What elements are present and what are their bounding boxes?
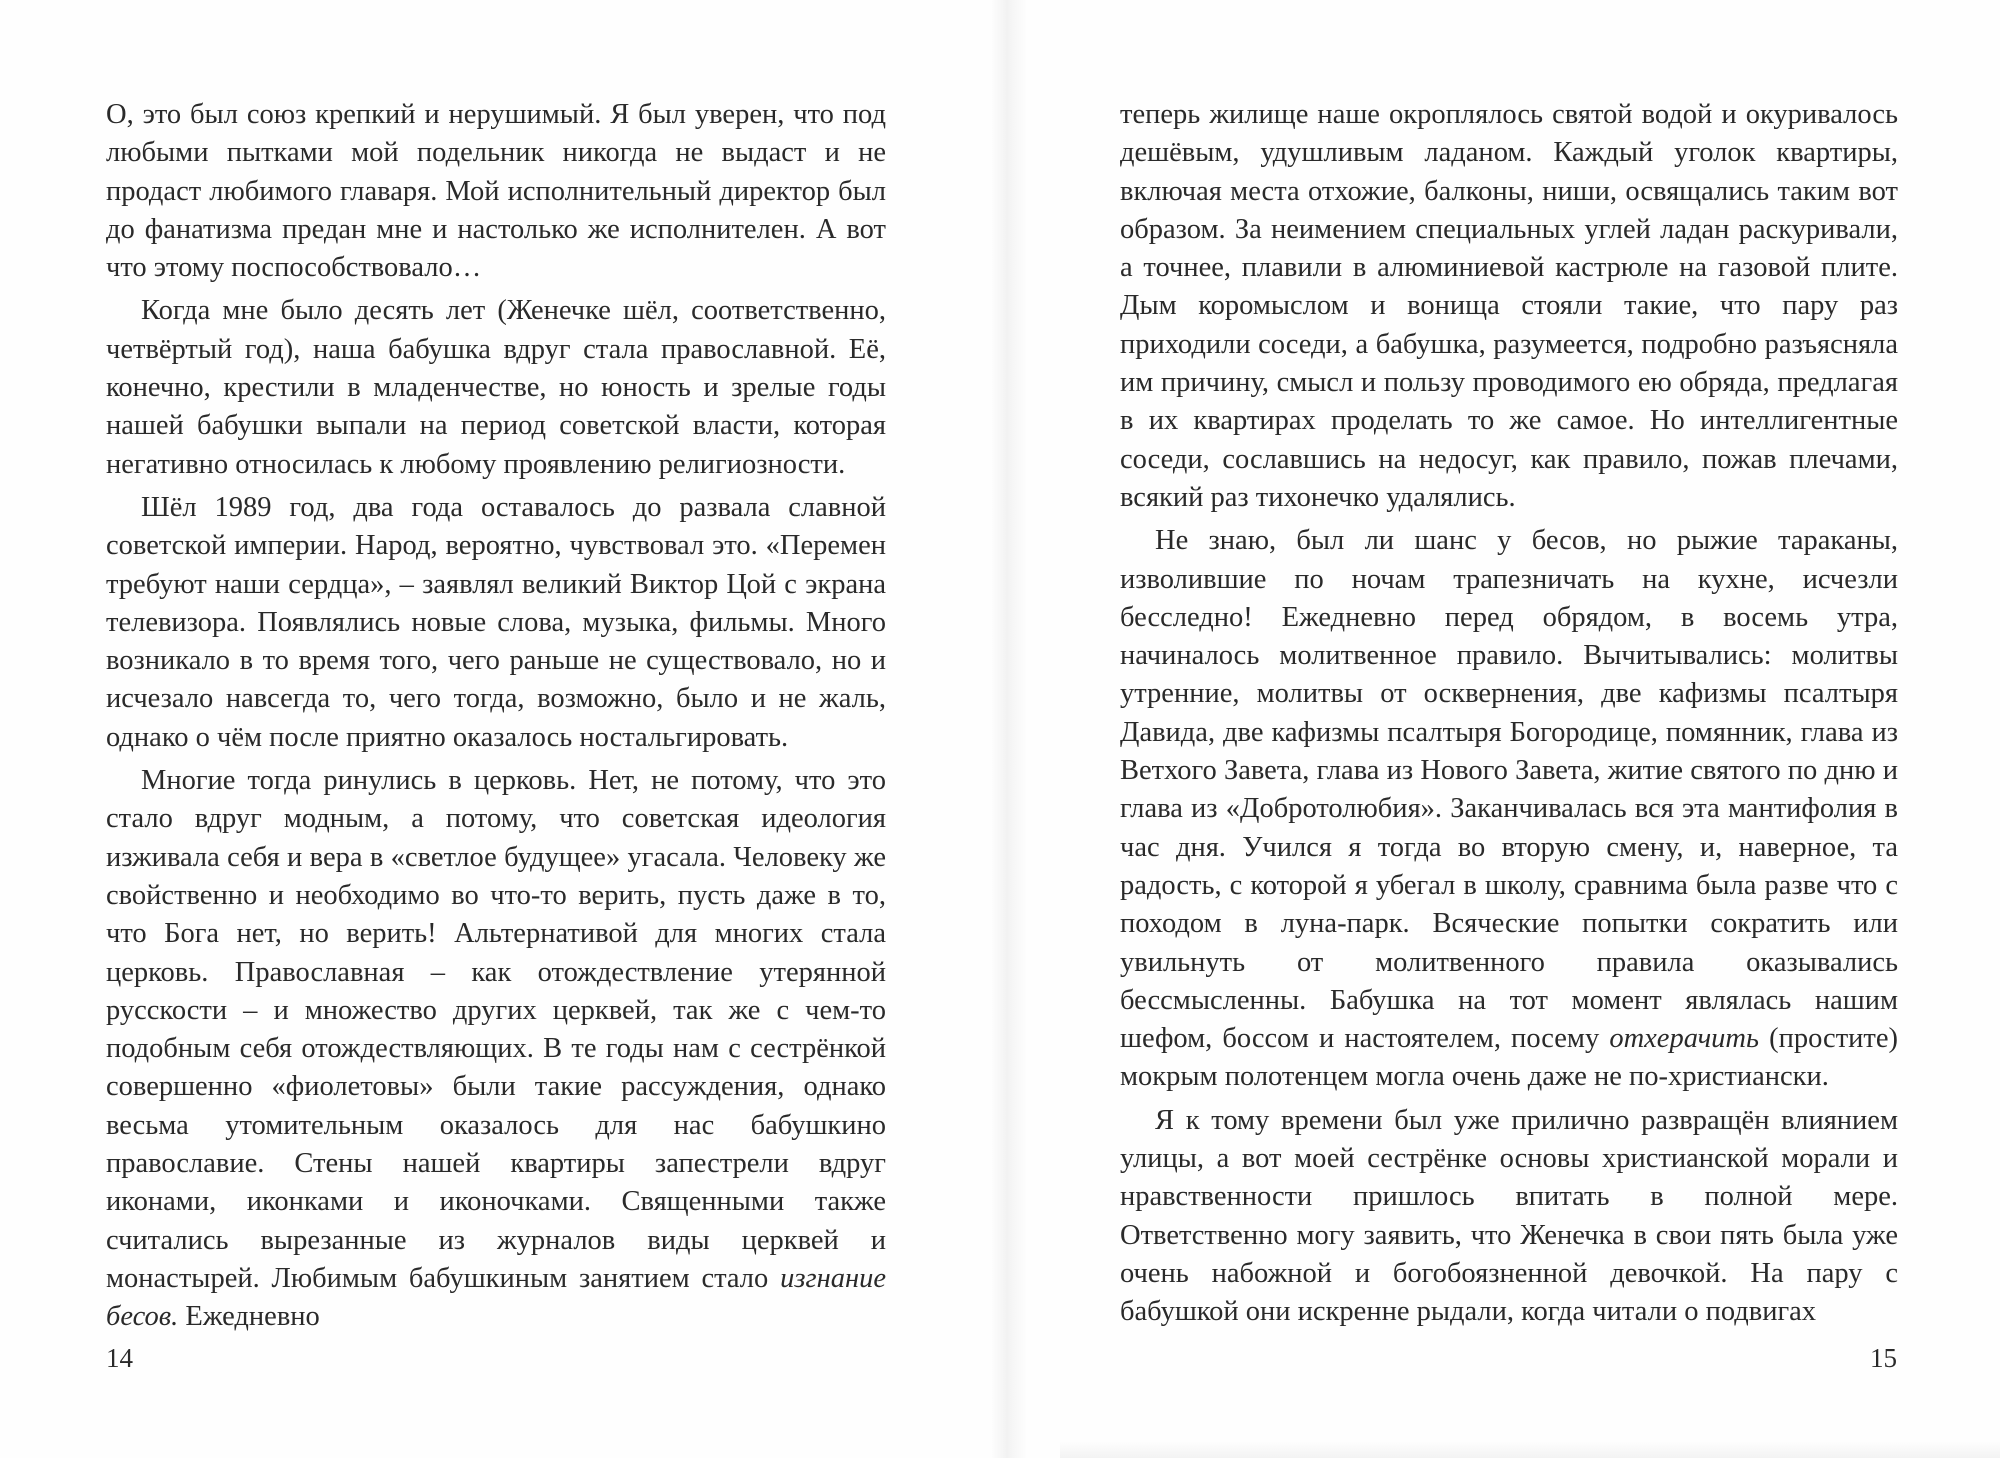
book-gutter bbox=[992, 0, 1026, 1458]
right-italic-word: отхерачить bbox=[1609, 1023, 1759, 1055]
left-paragraph-1: О, это был союз крепкий и нерушимый. Я был уверен, что под любыми пытками мой подельник никогда не выдаст и не продаст любимого главаря. Мой исполнительный директор был до фанатизма предан мне и настолько же исполнителен. А вот что этому поспособствовало… bbox=[106, 99, 886, 284]
left-page bbox=[106, 96, 886, 1337]
left-paragraph-4-tail: Ежедневно bbox=[178, 1301, 320, 1333]
right-paragraph-2 bbox=[1120, 522, 1898, 1096]
right-page-number: 15 bbox=[1870, 1343, 1897, 1373]
left-page-number: 14 bbox=[106, 1343, 133, 1373]
right-paragraph-3: Я к тому времени был уже прилично развращён влиянием улицы, а вот моей сестрёнке основы христианской морали и нравственности пришлось впитать в полной мере. Ответственно могу заявить, что Женечка в свои пять была уже очень набожной и богобоязненной девочкой. На пару с бабушкой они искренне рыдали, когда читали о подвигах bbox=[1120, 1104, 1898, 1328]
left-paragraph-4-text: Многие тогда ринулись в церковь. Нет, не потому, что это стало вдруг модным, а потому, что советская идеология изживала себя и вера в «светлое будущее» угасала. Человеку же свойственно и необходимо во что-то верить, пусть даже в то, что Бога нет, но верить! Альтернативой для многих стала церковь. Православная – как отождествление утерянной русскости – и множество других церквей, так же с чем-то подобным себя отождествляющих. В те годы нам с сестрёнкой совершенно «фиолетовы» были такие рассуждения, однако весьма утомительным оказалось для нас бабушкино православие. Стены нашей квартиры запестрели вдруг иконами, иконками и иконочками. Священными также считались вырезанные из журналов виды церквей и монастырей. Любимым бабушкиным занятием стало bbox=[106, 765, 886, 1294]
left-paragraph-2: Когда мне было десять лет (Женечке шёл, соответственно, четвёртый год), наша бабушка вдруг стала православной. Её, конечно, крестили в младенчестве, но юность и зрелые годы нашей бабушки выпали на период советской власти, которая негативно относилась к любому проявлению религиозности. bbox=[106, 295, 886, 480]
right-paragraph-2-text: Не знаю, был ли шанс у бесов, но рыжие тараканы, изволившие по ночам трапезничать на кухне, исчезли бесследно! Ежедневно перед обрядом, в восемь утра, начиналось молитвенное правило. Вычитывались: молитвы утренние, молитвы от осквернения, две кафизмы псалтыря Давида, две кафизмы псалтыря Богородице, помянник, глава из Ветхого Завета, глава из Нового Завета, житие святого по дню и глава из «Добротолюбия». Заканчивалась вся эта мантифолия в час дня. Учился я тогда во вторую смену, и, наверное, та радость, с которой я убегал в школу, сравнима была разве что с походом в луна-парк. Всяческие попытки сократить или увильнуть от молитвенного правила оказывались бессмысленны. Бабушка на тот момент являлась нашим шефом, боссом и настоятелем, посему bbox=[1120, 525, 1898, 1055]
right-paragraph-2-tail: (простите) мокрым полотенцем могла очень даже не по-христиански. bbox=[1120, 1023, 1899, 1093]
page-edge-shadow bbox=[1060, 1440, 2000, 1458]
left-paragraph-4 bbox=[106, 762, 886, 1336]
right-paragraph-1: теперь жилище наше окроплялось святой водой и окуривалось дешёвым, удушливым ладаном. Каждый уголок квартиры, включая места отхожие, балконы, ниши, освящались таким вот образом. За неимением специальных углей ладан раскуривали, а точнее, плавили в алюминиевой кастрюле на газовой плите. Дым коромыслом и вонища стояли такие, что пару раз приходили соседи, а бабушка, разумеется, подробно разъясняла им причину, смысл и пользу проводимого ею обряда, предлагая в их квартирах проделать то же самое. Но интеллигентные соседи, сославшись на недосуг, как правило, пожав плечами, всякий раз тихонечко удалялись. bbox=[1120, 99, 1898, 513]
right-page bbox=[1120, 96, 1898, 1332]
left-italic-phrase: изгнание бесов. bbox=[106, 1262, 886, 1333]
left-paragraph-3: Шёл 1989 год, два года оставалось до развала славной советской империи. Народ, вероятно, чувствовал это. «Перемен требуют наши сердца», – заявлял великий Виктор Цой с экрана телевизора. Появлялись новые слова, музыка, фильмы. Много возникало в то время того, чего раньше не существовало, но и исчезало навсегда то, чего тогда, возможно, было и не жаль, однако о чём после приятно оказалось ностальгировать. bbox=[106, 491, 886, 753]
